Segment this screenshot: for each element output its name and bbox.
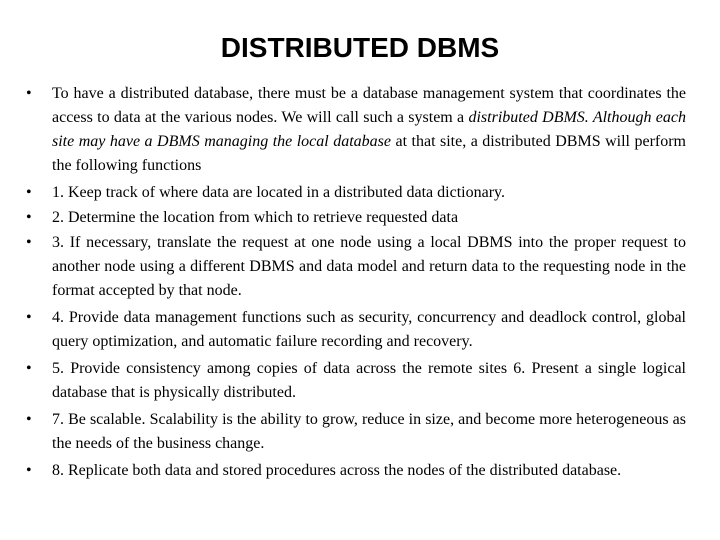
bullet-item-3 (26, 231, 686, 303)
bullet-glyph: • (26, 85, 32, 102)
bullet-list (26, 82, 686, 484)
intro-text-before: To have a distributed database, there must be a database management system that coordinates the access to data at the various nodes. We will call such a system a (52, 85, 686, 126)
bullet-glyph: • (26, 462, 32, 479)
bullet-text: 2. Determine the location from which to retrieve requested data (52, 209, 459, 226)
bullet-text: 3. If necessary, translate the request at one node using a local DBMS into the proper request to another node using a different DBMS and data model and return data to the requesting node in the format accepted by that node. (52, 234, 686, 299)
bullet-text: 1. Keep track of where data are located in a distributed data dictionary. (52, 184, 505, 201)
slide-title: DISTRIBUTED DBMS (220, 32, 500, 63)
bullet-item-intro (26, 82, 686, 178)
intro-text-italic: distributed DBMS. Although each site may have a DBMS managing the local database (52, 109, 686, 150)
bullet-glyph: • (26, 184, 32, 201)
bullet-glyph: • (26, 309, 32, 326)
bullet-text: 5. Provide consistency among copies of data across the remote sites 6. Present a single logical database that is physically distributed. (52, 360, 686, 401)
bullet-glyph: • (26, 411, 32, 428)
bullet-item-5 (26, 357, 686, 405)
bullet-item-4 (26, 306, 686, 354)
bullet-item-2 (26, 206, 686, 230)
intro-text-after: at that site, a distributed DBMS will perform the following functions (52, 133, 686, 174)
bullet-text: 8. Replicate both data and stored procedures across the nodes of the distributed database. (52, 462, 622, 479)
bullet-item-8 (26, 459, 686, 483)
bullet-glyph: • (26, 234, 32, 251)
bullet-text: 7. Be scalable. Scalability is the ability to grow, reduce in size, and become more heterogeneous as the needs of the business change. (52, 411, 686, 452)
bullet-text: 4. Provide data management functions such as security, concurrency and deadlock control, global query optimization, and automatic failure recording and recovery. (52, 309, 686, 350)
bullet-glyph: • (26, 209, 32, 226)
bullet-glyph: • (26, 360, 32, 377)
bullet-item-7 (26, 408, 686, 456)
bullet-item-1 (26, 181, 686, 205)
